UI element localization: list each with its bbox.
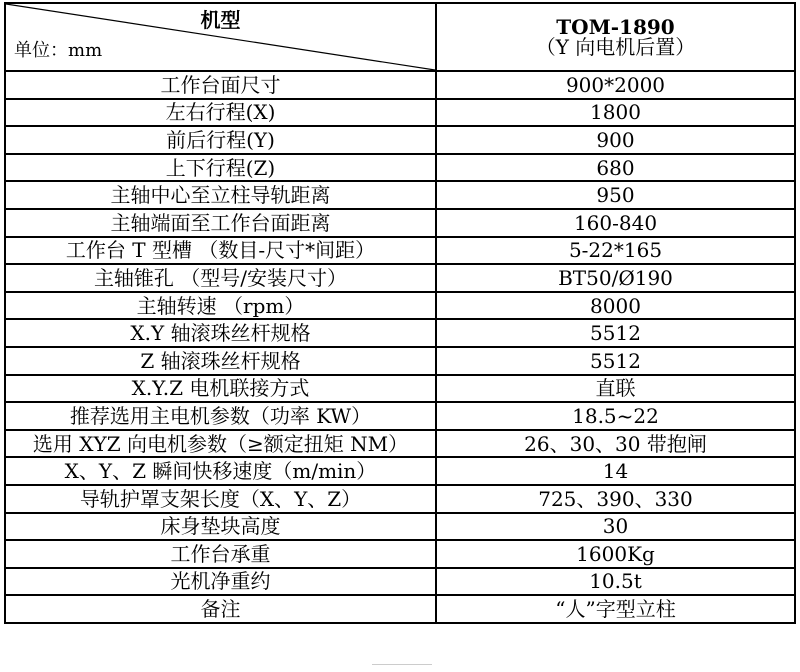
spec-label: 主轴中心至立柱导轨距离 — [5, 181, 436, 209]
header-row — [5, 3, 795, 71]
spec-label: 工作台 T 型槽 （数目-尺寸*间距） — [5, 237, 436, 265]
table-row — [5, 402, 795, 430]
spec-value: 直联 — [436, 375, 795, 403]
spec-label: 推荐选用主电机参数（功率 KW） — [5, 402, 436, 430]
page-edge-mark — [372, 664, 432, 665]
spec-value: BT50/Ø190 — [436, 264, 795, 292]
table-row — [5, 126, 795, 154]
spec-value: 10.5t — [436, 568, 795, 596]
spec-label: 主轴锥孔 （型号/安装尺寸） — [5, 264, 436, 292]
spec-value: 1600Kg — [436, 540, 795, 568]
spec-label: X.Y 轴滚珠丝杆规格 — [5, 319, 436, 347]
table-row — [5, 513, 795, 541]
spec-label: 工作台面尺寸 — [5, 71, 436, 99]
header-model-cell — [436, 3, 795, 71]
header-model-label: 机型 — [200, 8, 241, 32]
model-name: TOM-1890 — [556, 15, 675, 39]
spec-value: 680 — [436, 154, 795, 182]
table-row — [5, 209, 795, 237]
table-row — [5, 71, 795, 99]
spec-value: 5-22*165 — [436, 237, 795, 265]
spec-label: Z 轴滚珠丝杆规格 — [5, 347, 436, 375]
spec-label: X.Y.Z 电机联接方式 — [5, 375, 436, 403]
spec-label: 工作台承重 — [5, 540, 436, 568]
spec-value: 725、390、330 — [436, 485, 795, 513]
spec-value: 5512 — [436, 347, 795, 375]
table-row — [5, 430, 795, 458]
spec-label: 左右行程(X) — [5, 99, 436, 127]
table-row — [5, 457, 795, 485]
spec-value: 18.5~22 — [436, 402, 795, 430]
table-row — [5, 319, 795, 347]
model-note: （Y 向电机后置） — [535, 35, 696, 59]
spec-value: 14 — [436, 457, 795, 485]
spec-label: 选用 XYZ 向电机参数（≥额定扭矩 NM） — [5, 430, 436, 458]
spec-value: 5512 — [436, 319, 795, 347]
spec-label: 导轨护罩支架长度（X、Y、Z） — [5, 485, 436, 513]
spec-value: 8000 — [436, 292, 795, 320]
spec-label: 前后行程(Y) — [5, 126, 436, 154]
spec-label: 备注 — [5, 595, 436, 623]
table-row — [5, 568, 795, 596]
spec-label: 主轴转速 （rpm） — [5, 292, 436, 320]
table-row — [5, 181, 795, 209]
spec-value: “人”字型立柱 — [436, 595, 795, 623]
spec-label: 床身垫块高度 — [5, 513, 436, 541]
spec-value: 900*2000 — [436, 71, 795, 99]
spec-table-body — [5, 3, 795, 623]
spec-value: 26、30、30 带抱闸 — [436, 430, 795, 458]
table-row — [5, 154, 795, 182]
table-row — [5, 292, 795, 320]
spec-label: 上下行程(Z) — [5, 154, 436, 182]
table-row — [5, 237, 795, 265]
table-row — [5, 595, 795, 623]
header-diagonal-cell — [5, 3, 436, 71]
spec-value: 950 — [436, 181, 795, 209]
table-row — [5, 485, 795, 513]
spec-label: X、Y、Z 瞬间快移速度（m/min） — [5, 457, 436, 485]
table-row — [5, 99, 795, 127]
spec-value: 900 — [436, 126, 795, 154]
spec-value: 30 — [436, 513, 795, 541]
table-row — [5, 347, 795, 375]
table-row — [5, 540, 795, 568]
spec-table — [4, 2, 796, 624]
spec-value: 160-840 — [436, 209, 795, 237]
table-row — [5, 375, 795, 403]
spec-label: 主轴端面至工作台面距离 — [5, 209, 436, 237]
header-unit-label: 单位：mm — [14, 40, 103, 61]
table-row — [5, 264, 795, 292]
spec-label: 光机净重约 — [5, 568, 436, 596]
spec-value: 1800 — [436, 99, 795, 127]
